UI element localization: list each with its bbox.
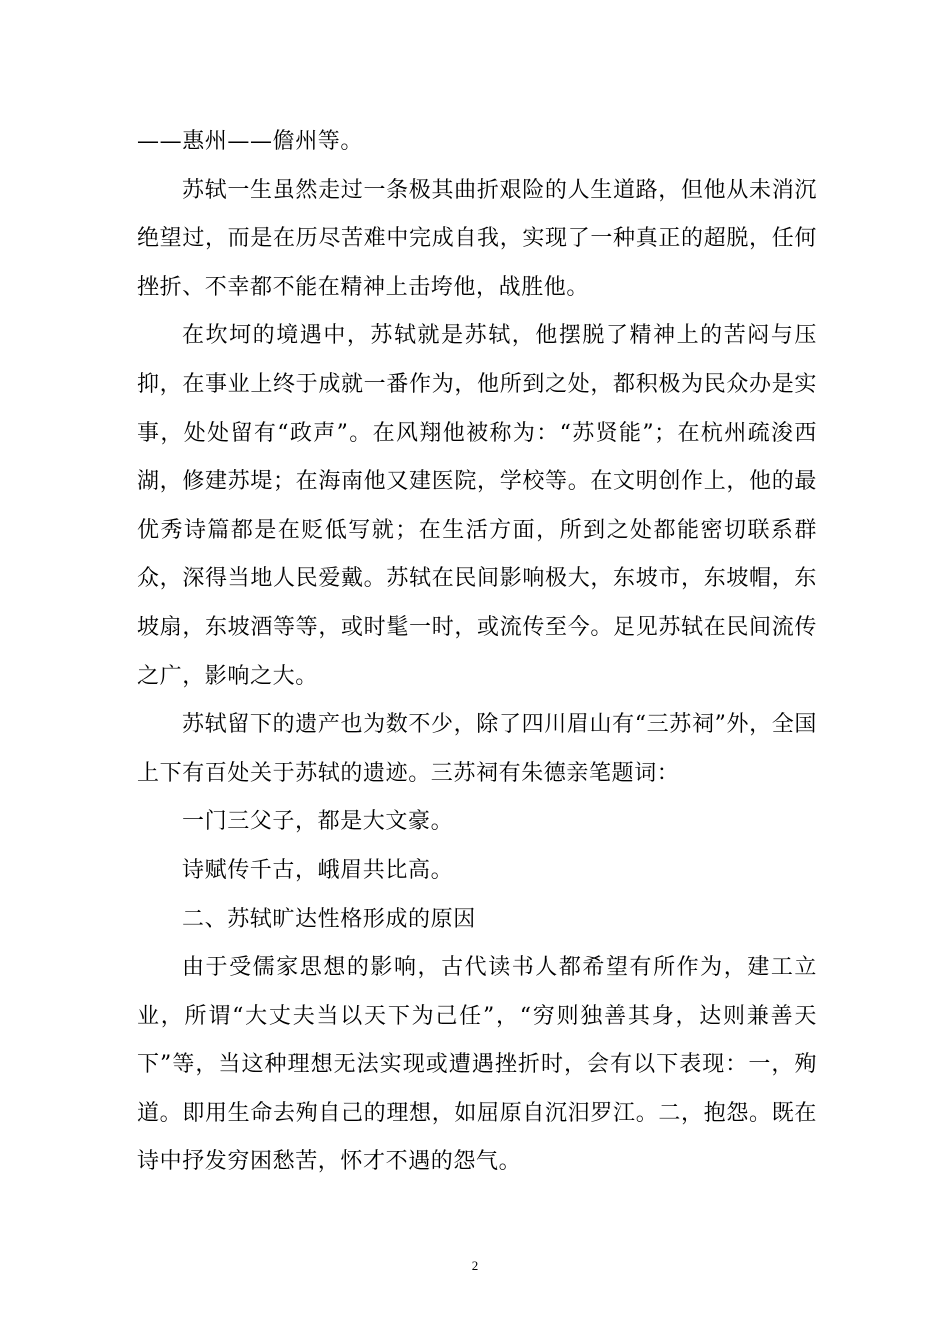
poem-line: 诗赋传千古，峨眉共比高。 (182, 857, 454, 883)
paragraph: 在坎坷的境遇中，苏轼就是苏轼，他摆脱了精神上的苦闷与压抑，在事业上终于成就一番作为，他所到之处，都积极为民众办是实事，处处留有“政声”。在风翔他被称为：“苏贤能”；在杭州疏浚西湖，修建苏堤；在海南他又建医院，学校等。在文明创作上，他的最优秀诗篇都是在贬低写就；在生活方面，所到之处都能密切联系群众，深得当地人民爱戴。苏轼在民间影响极大，东坡市，东坡帽，东坡扇，东坡酒等等，或时髦一时，或流传至今。足见苏轼在民间流传之广，影响之大。 (137, 323, 817, 689)
poem-line: 一门三父子，都是大文豪。 (182, 809, 454, 835)
paragraph: 苏轼一生虽然走过一条极其曲折艰险的人生道路，但他从未消沉绝望过，而是在历尽苦难中完成自我，实现了一种真正的超脱，任何挫折、不幸都不能在精神上击垮他，战胜他。 (137, 177, 817, 300)
page-number: 2 (471, 1258, 479, 1273)
document-body (137, 118, 817, 1187)
paragraph: 苏轼留下的遗产也为数不少，除了四川眉山有“三苏祠”外，全国上下有百处关于苏轼的遗迹。三苏祠有朱德亲笔题词： (137, 712, 817, 786)
paragraph-continuation: ——惠州——儋州等。 (137, 129, 364, 154)
section-heading: 二、苏轼旷达性格形成的原因 (182, 906, 476, 932)
paragraph: 由于受儒家思想的影响，古代读书人都希望有所作为，建工立业，所谓“大丈夫当以天下为己任”，“穷则独善其身，达则兼善天下”等，当这种理想无法实现或遭遇挫折时，会有以下表现：一，殉道。即用生命去殉自己的理想，如屈原自沉汨罗江。二，抱怨。既在诗中抒发穷困愁苦，怀才不遇的怨气。 (137, 955, 817, 1175)
